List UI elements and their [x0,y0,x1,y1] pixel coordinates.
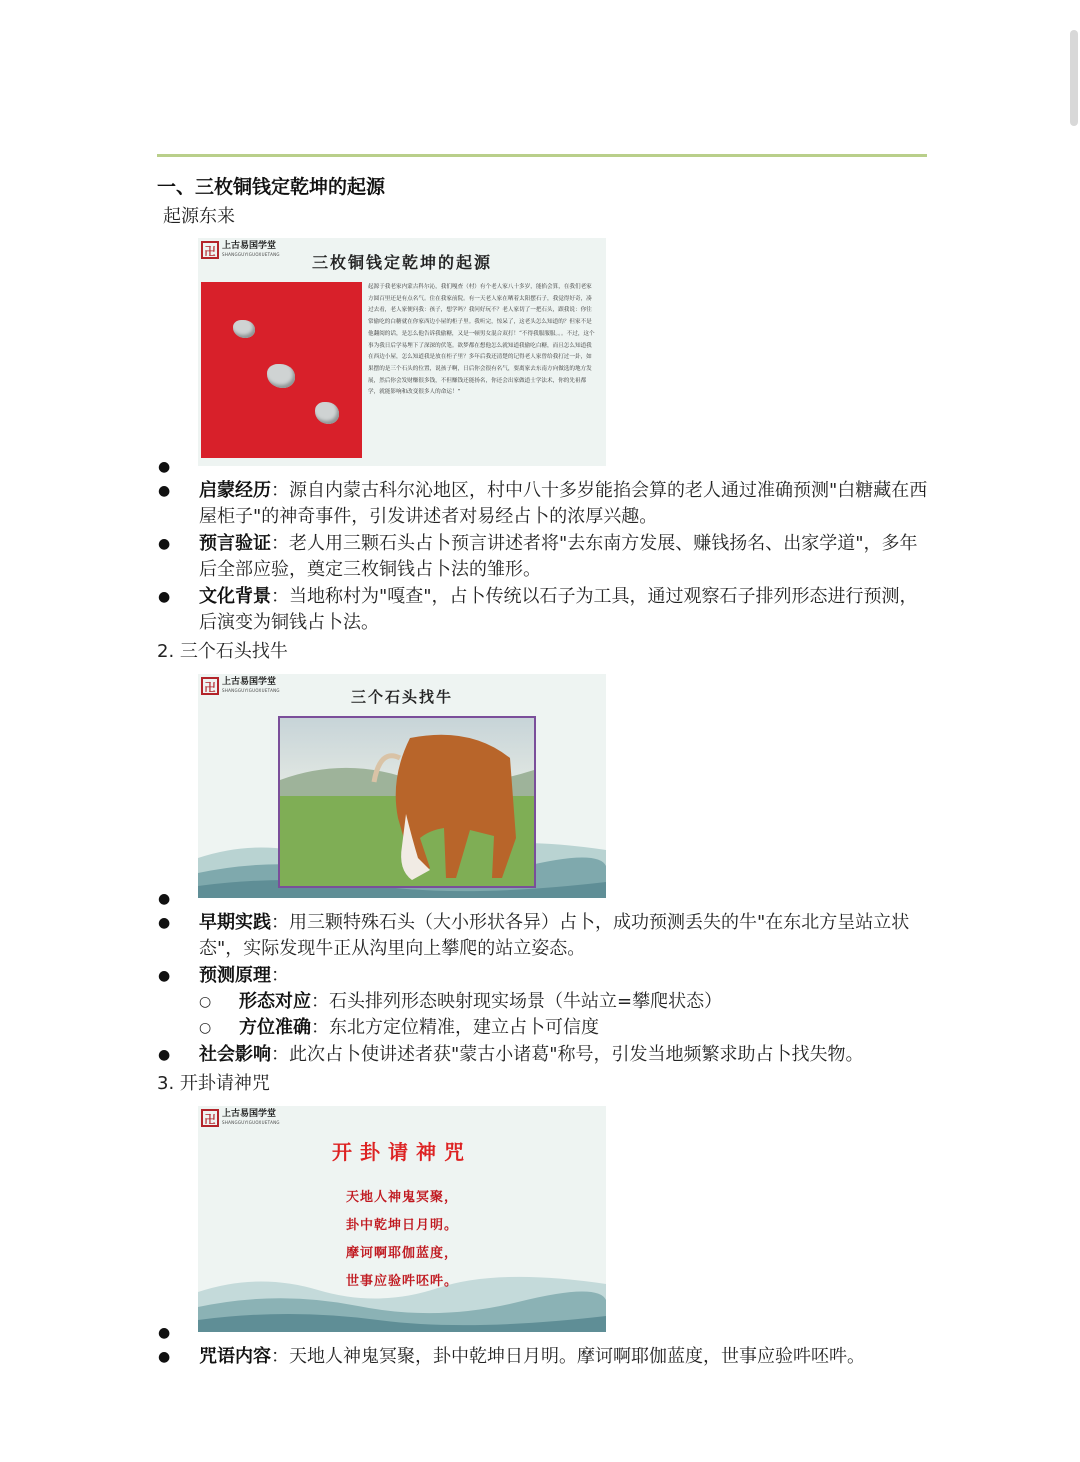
seal-icon: 卍 [201,1109,219,1127]
cow-icon [280,718,534,886]
list-item [157,531,932,583]
sub-list-item [157,989,932,1015]
bullet-text: ：天地人神鬼冥聚，卦中乾坤日月明。摩诃啊耶伽蓝度，世事应验吽呸吽。 [271,1346,865,1367]
bullet-key: 早期实践 [199,912,271,933]
list-item [157,963,932,1041]
section-subtitle: 起源东来 [163,206,235,227]
list-item [157,1042,932,1068]
document-body [157,172,932,1371]
list-item [157,1344,932,1370]
bullet-list [157,898,932,1068]
list-item-empty [157,1332,932,1342]
bullet-text: ：老人用三颗石头占卜预言讲述者将"去东南方发展、赚钱扬名、出家学道"，多年后全部应验，奠定三枚铜钱占卜法的雏形。 [199,533,918,580]
bullet-key: 启蒙经历 [199,480,271,501]
bullet-list [157,466,932,636]
section-title: 一、三枚铜钱定乾坤的起源 [157,176,386,198]
stones-photo [201,282,362,458]
list-item-empty [157,898,932,908]
poem-line: 卦中乾坤日月明。 [345,1218,458,1233]
logo-name: 上古易国学堂 [222,241,277,251]
bullet-text: ：此次占卜使讲述者获"蒙古小诸葛"称号，引发当地频繁求助占卜找失物。 [271,1044,864,1065]
stone-icon [233,320,255,338]
incantation-poem [198,1184,606,1296]
slide-image-incantation [198,1106,606,1332]
slide-title: 三个石头找牛 [350,688,453,706]
poem-line: 摩诃啊耶伽蓝度， [345,1246,458,1261]
bullet-text: ：当地称村为"嘎查"，占卜传统以石子为工具，通过观察石子排列形态进行预测，后演变为铜钱占卜法。 [199,586,918,633]
stone-icon [315,402,339,424]
slide-image-cow [198,674,606,898]
poem-line: 天地人神鬼冥聚， [345,1190,458,1205]
logo-sub: SHANGGUYIGUOXUETANG [222,688,280,693]
bullet-key: 文化背景 [199,586,271,607]
logo [201,1109,280,1127]
logo-name: 上古易国学堂 [222,1109,277,1119]
stone-icon [267,364,295,388]
section-title: 3. 开卦请神咒 [157,1073,270,1094]
sub-text: ：石头排列形态映射现实场景（牛站立=攀爬状态） [311,991,723,1012]
seal-icon: 卍 [201,241,219,259]
list-item-empty [157,466,932,476]
slide-title: 三枚铜钱定乾坤的起源 [311,253,492,272]
slide-body-text: 起源于我老家内蒙古科尔沁，我们嘎查（村）有个老人家八十多岁，能掐会算，在我们老家方圆百里还是有点名气。住在我家前院。有一天老人家在晒着太阳摆石子，我觉得好奇，凑过去看，老人家便问我：孩子，想学吗？我问好玩不？老人家切了一把石头，跟我说：你往常偷吃的白糖就在你家西边小屋的柜子里。我听完，惊呆了，这老头怎么知道的？但家不是他翻阅的话，是怎么他告诉我偷糖，又是一顿男女混合双打！“不得我服服服。。。不过，这个事为我日后学易埋下了深深的伏笔。欲梦都在想他怎么就知道我偷吃白糖，而且怎么知道我在西边小屋，怎么知道我是放在柜子里？多年后我还清楚的记得老人家曾给我打过一卦，如果摆的是三个石头的位置，说孩子啊，日后你会很有名气，要离家去东南方向做选的地方发展，然后你会发财赚很多钱，不但赚钱还能扬名，你还会出家做道士学法术，你的先祖都学，就能影响和改变很多人的命运！” [368,284,595,396]
list-item [157,584,932,636]
slide-image-origin [198,238,606,466]
sub-list-item [157,1015,932,1041]
list-item [157,910,932,962]
sub-text: ：东北方定位精准，建立占卜可信度 [311,1017,599,1038]
divider-line [157,154,927,157]
logo-sub: SHANGGUYIGUOXUETANG [222,1120,280,1125]
scrollbar-thumb[interactable] [1070,30,1078,126]
bullet-key: 预言验证 [199,533,271,554]
poem-line: 世事应验吽呸吽。 [345,1274,458,1289]
slide-title: 开卦请神咒 [332,1140,472,1164]
section-title: 2. 三个石头找牛 [157,641,288,662]
logo-name: 上古易国学堂 [222,677,277,687]
logo-sub: SHANGGUYIGUOXUETANG [222,252,280,257]
bullet-key: 咒语内容 [199,1346,271,1367]
sub-list [199,989,932,1041]
bullet-text: ：源自内蒙古科尔沁地区，村中八十多岁能掐会算的老人通过准确预测"白糖藏在西屋柜子"的神奇事件，引发讲述者对易经占卜的浓厚兴趣。 [199,480,928,527]
sub-key: 形态对应 [239,991,311,1012]
bullet-text: ： [271,965,289,986]
seal-icon: 卍 [201,677,219,695]
bullet-list [157,1332,932,1370]
bullet-key: 预测原理 [199,965,271,986]
bullet-key: 社会影响 [199,1044,271,1065]
bullet-text: ：用三颗特殊石头（大小形状各异）占卜，成功预测丢失的牛"在东北方呈站立状态"，实际发现牛正从沟里向上攀爬的站立姿态。 [199,912,910,959]
sub-key: 方位准确 [239,1017,311,1038]
list-item [157,478,932,530]
cow-photo [278,716,536,888]
